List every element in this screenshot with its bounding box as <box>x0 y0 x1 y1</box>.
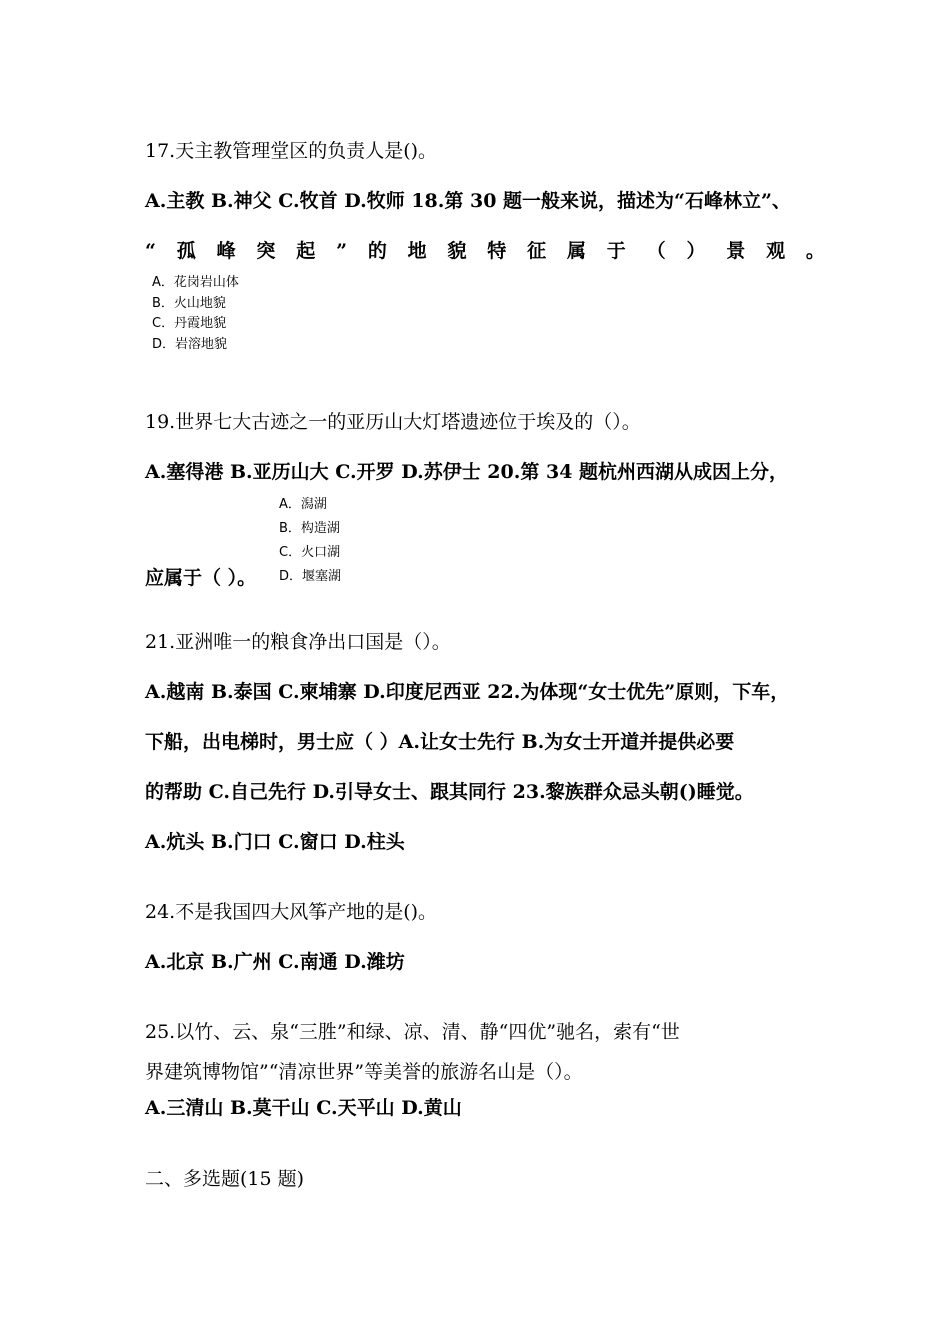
option-c: C．丹霞地貌 <box>152 316 227 331</box>
question-19: 19.世界七大古迹之一的亚历山大灯塔遗迹位于埃及的（）。 <box>145 411 641 433</box>
question-25-line-1: 25.以竹、云、泉“三胜”和绿、凉、清、静“四优”驰名，索有“世 <box>145 1021 680 1043</box>
question-19-options-question-20: A.塞得港 B.亚历山大 C.开罗 D.苏伊士 20.第 34 题杭州西湖从成因上分， <box>145 461 789 483</box>
question-20-continuation: 应属于（ ）。 <box>145 567 257 589</box>
question-17: 17.天主教管理堂区的负责人是()。 <box>145 140 438 162</box>
option-a: A．潟湖 <box>279 497 327 512</box>
option-d: D．堰塞湖 <box>279 569 342 584</box>
question-22-continuation-2: 的帮助 C.自己先行 D.引导女士、跟其同行 23.黎族群众忌头朝()睡觉。 <box>145 781 754 803</box>
question-17-options-question-18: A.主教 B.神父 C.牧首 D.牧师 18.第 30 题一般来说，描述为“石峰林立”、 <box>145 190 791 212</box>
option-d: D．岩溶地貌 <box>152 336 228 352</box>
question-25-line-2: 界建筑博物馆”“清凉世界”等美誉的旅游名山是（）。 <box>145 1061 583 1083</box>
question-24: 24.不是我国四大风筝产地的是()。 <box>145 901 438 923</box>
section-heading-multiple-choice: 二、多选题(15 题) <box>145 1168 305 1190</box>
question-25-options: A.三清山 B.莫干山 C.天平山 D.黄山 <box>145 1097 462 1119</box>
question-22-continuation: 下船，出电梯时，男士应（ ）A.让女士先行 B.为女士开道并提供必要 <box>145 731 735 753</box>
question-21-options-question-22: A.越南 B.泰国 C.柬埔寨 D.印度尼西亚 22.为体现“女士优先”原则，下车， <box>145 681 790 703</box>
question-24-options: A.北京 B.广州 C.南通 D.潍坊 <box>145 951 405 973</box>
question-18-option-list <box>152 273 239 355</box>
option-a: A．花岗岩山体 <box>152 275 239 290</box>
question-20-option-list <box>279 493 341 589</box>
option-b: B．构造湖 <box>279 521 340 536</box>
question-23-options: A.炕头 B.门口 C.窗口 D.柱头 <box>145 831 405 853</box>
option-c: C．火口湖 <box>279 545 341 560</box>
option-b: B．火山地貌 <box>152 295 226 311</box>
question-18-continuation: “ 孤 峰 突 起 ” 的 地 貌 特 征 属 于 （ ） 景 观 。 <box>145 240 825 262</box>
question-21: 21.亚洲唯一的粮食净出口国是（）。 <box>145 631 451 653</box>
